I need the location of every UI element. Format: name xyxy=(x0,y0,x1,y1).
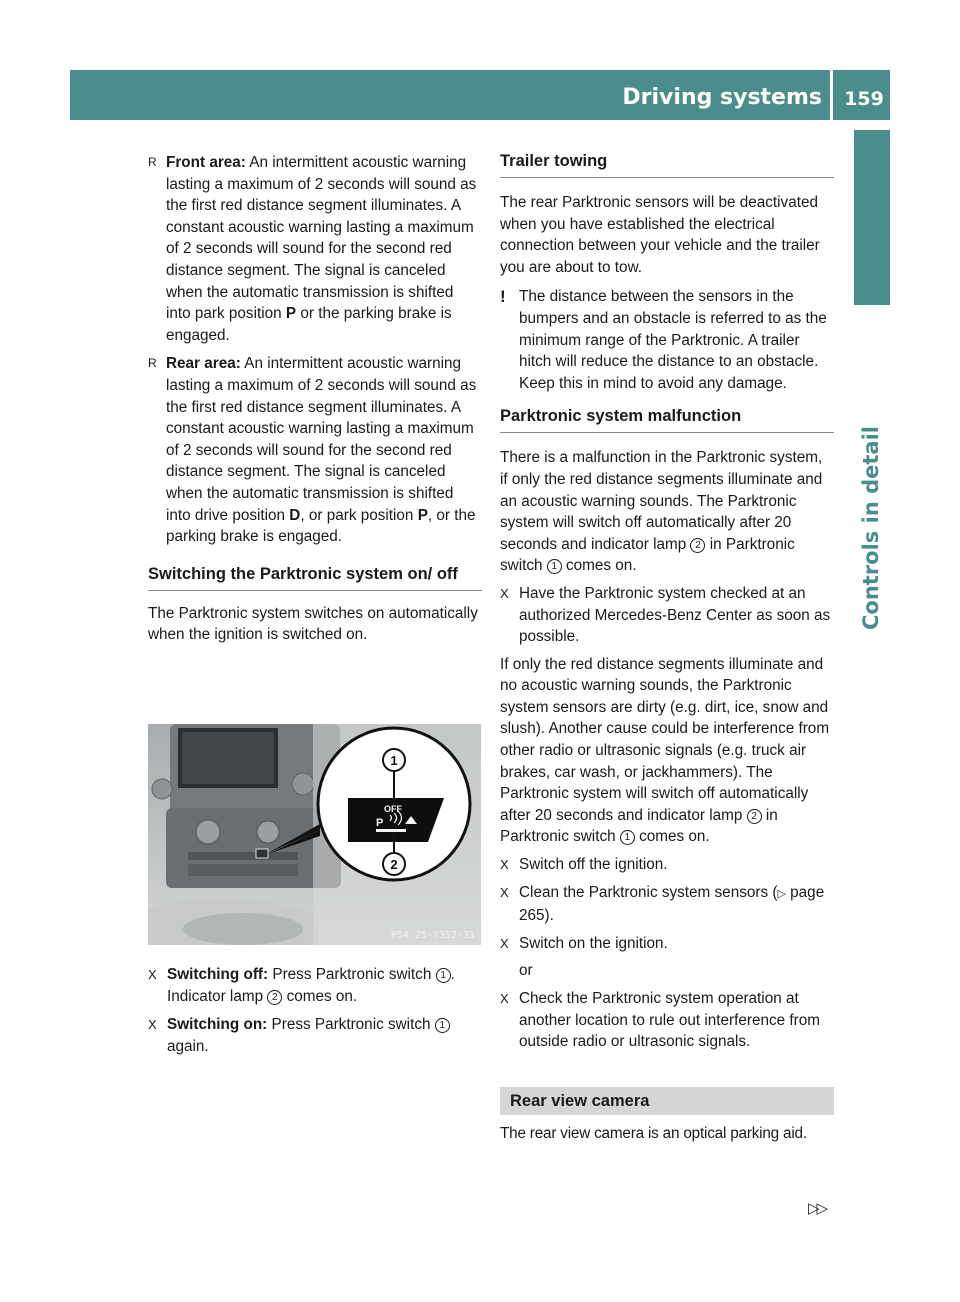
circle-1-icon: 1 xyxy=(436,968,451,983)
dashboard-illustration xyxy=(148,724,481,945)
step-check-operation: X Check the Parktronic system operation at another location to rule out interference from outside radio or ultrasonic signals. xyxy=(500,990,821,1051)
left-column-steps xyxy=(148,964,482,1057)
parktronic-switch-figure xyxy=(148,724,481,945)
malfunction-text: There is a malfunction in the Parktronic system, if only the red distance segments illuminate and an acoustic warning sounds. The Parktronic system will switch off automatically after 20 seconds and indicator lamp 2 in Parktronic switch 1 comes on. xyxy=(500,449,823,575)
action-icon: X xyxy=(500,935,509,951)
trailer-heading: Trailer towing xyxy=(500,150,834,178)
camera-heading: Rear view camera xyxy=(500,1087,834,1115)
action-icon: X xyxy=(500,857,509,873)
circle-1-icon: 1 xyxy=(620,830,635,845)
malfunction-heading: Parktronic system malfunction xyxy=(500,405,834,433)
circle-2-icon: 2 xyxy=(267,990,282,1005)
switching-intro: The Parktronic system switches on automatically when the ignition is switched on. xyxy=(148,604,478,644)
camera-text: The rear view camera is an optical parking aid. xyxy=(500,1124,807,1142)
rear-area-bullet: R Rear area: An intermittent acoustic warning lasting a maximum of 2 seconds will sound as the first red distance segment illuminates. A constant acoustic warning lasting a maximum of 2 seconds will sound for the second red distance segment. The signal is canceled when the automatic transmission is shifted into drive position D, or park position P, or the parking brake is engaged. xyxy=(148,355,477,546)
action-icon: X xyxy=(500,991,509,1006)
action-icon: X xyxy=(148,1017,157,1033)
malfunction-action: X Have the Parktronic system checked at an authorized Mercedes-Benz Center as soon as possible. xyxy=(500,584,831,646)
figure-code: P54.25-7352-31 xyxy=(390,930,475,941)
climate-knob xyxy=(196,820,220,844)
bullet-icon: R xyxy=(148,356,157,371)
step-clean-sensors: X Clean the Parktronic system sensors (▷ page 265). xyxy=(500,883,825,925)
right-column xyxy=(500,150,834,1144)
warning-icon: ! xyxy=(500,287,506,307)
action-icon: X xyxy=(148,967,157,982)
side-tab xyxy=(854,130,890,305)
page-reference-arrow-icon: ▷ xyxy=(777,887,786,900)
trailer-text: The rear Parktronic sensors will be deactivated when you have established the electrical connection between your vehicle and the trailer you are about to tow. xyxy=(500,194,820,276)
section-title: Driving systems xyxy=(622,85,822,110)
callout-2-label: 2 xyxy=(390,857,398,872)
circle-1-icon: 1 xyxy=(435,1018,450,1033)
callout-1-label: 1 xyxy=(390,753,398,768)
off-label: OFF xyxy=(384,804,402,814)
action-icon: X xyxy=(500,585,509,601)
switching-heading: Switching the Parktronic system on/ off xyxy=(148,563,482,591)
parktronic-switch xyxy=(256,849,268,858)
action-icon: X xyxy=(500,884,509,900)
step-ignition-off: X Switch off the ignition. xyxy=(500,854,834,876)
left-column xyxy=(148,152,482,646)
front-area-bullet: R Front area: An intermittent acoustic warning lasting a maximum of 2 seconds will sound as the first red distance segment illuminates. A constant acoustic warning lasting a maximum of 2 seconds will sound for the second red distance segment. The signal is canceled when the automatic transmission is shifted into park position P or the parking brake is engaged. xyxy=(148,154,477,344)
step-ignition-on: X Switch on the ignition. xyxy=(500,933,834,955)
trailer-notice: ! The distance between the sensors in the bumpers and an obstacle is referred to as the minimum range of the Parktronic. A trailer hitch will reduce the distance to an obstacle. Keep this in mind to avoid any damage. xyxy=(500,287,827,392)
malfunction-text-2: If only the red distance segments illuminate and no acoustic warning sounds, the Parktronic system sensors are dirty (e.g. dirt, ice, snow and slush). Another cause could be interference from other radio or ultrasonic signals (e.g. truck air brakes, car wash, or jackhammers). The Parktronic system will switch off automatically after 20 seconds and indicator lamp 2 in Parktronic switch 1 comes on. xyxy=(500,655,830,846)
side-tab-label: Controls in detail xyxy=(859,426,884,630)
bullet-icon: R xyxy=(148,155,157,169)
switching-on-step: X Switching on: Press Parktronic switch 1 again. xyxy=(148,1014,482,1057)
circle-2-icon: 2 xyxy=(747,809,762,824)
header-divider xyxy=(830,70,833,120)
circle-1-icon: 1 xyxy=(547,559,562,574)
or-separator: or xyxy=(519,962,533,980)
continue-icon: ▷▷ xyxy=(808,1200,826,1217)
switching-off-step: X Switching off: Press Parktronic switch 1 . Indicator lamp 2 comes on. xyxy=(148,966,455,1005)
circle-2-icon: 2 xyxy=(690,538,705,553)
page-number: 159 xyxy=(844,88,884,110)
p-label: P xyxy=(376,817,384,829)
